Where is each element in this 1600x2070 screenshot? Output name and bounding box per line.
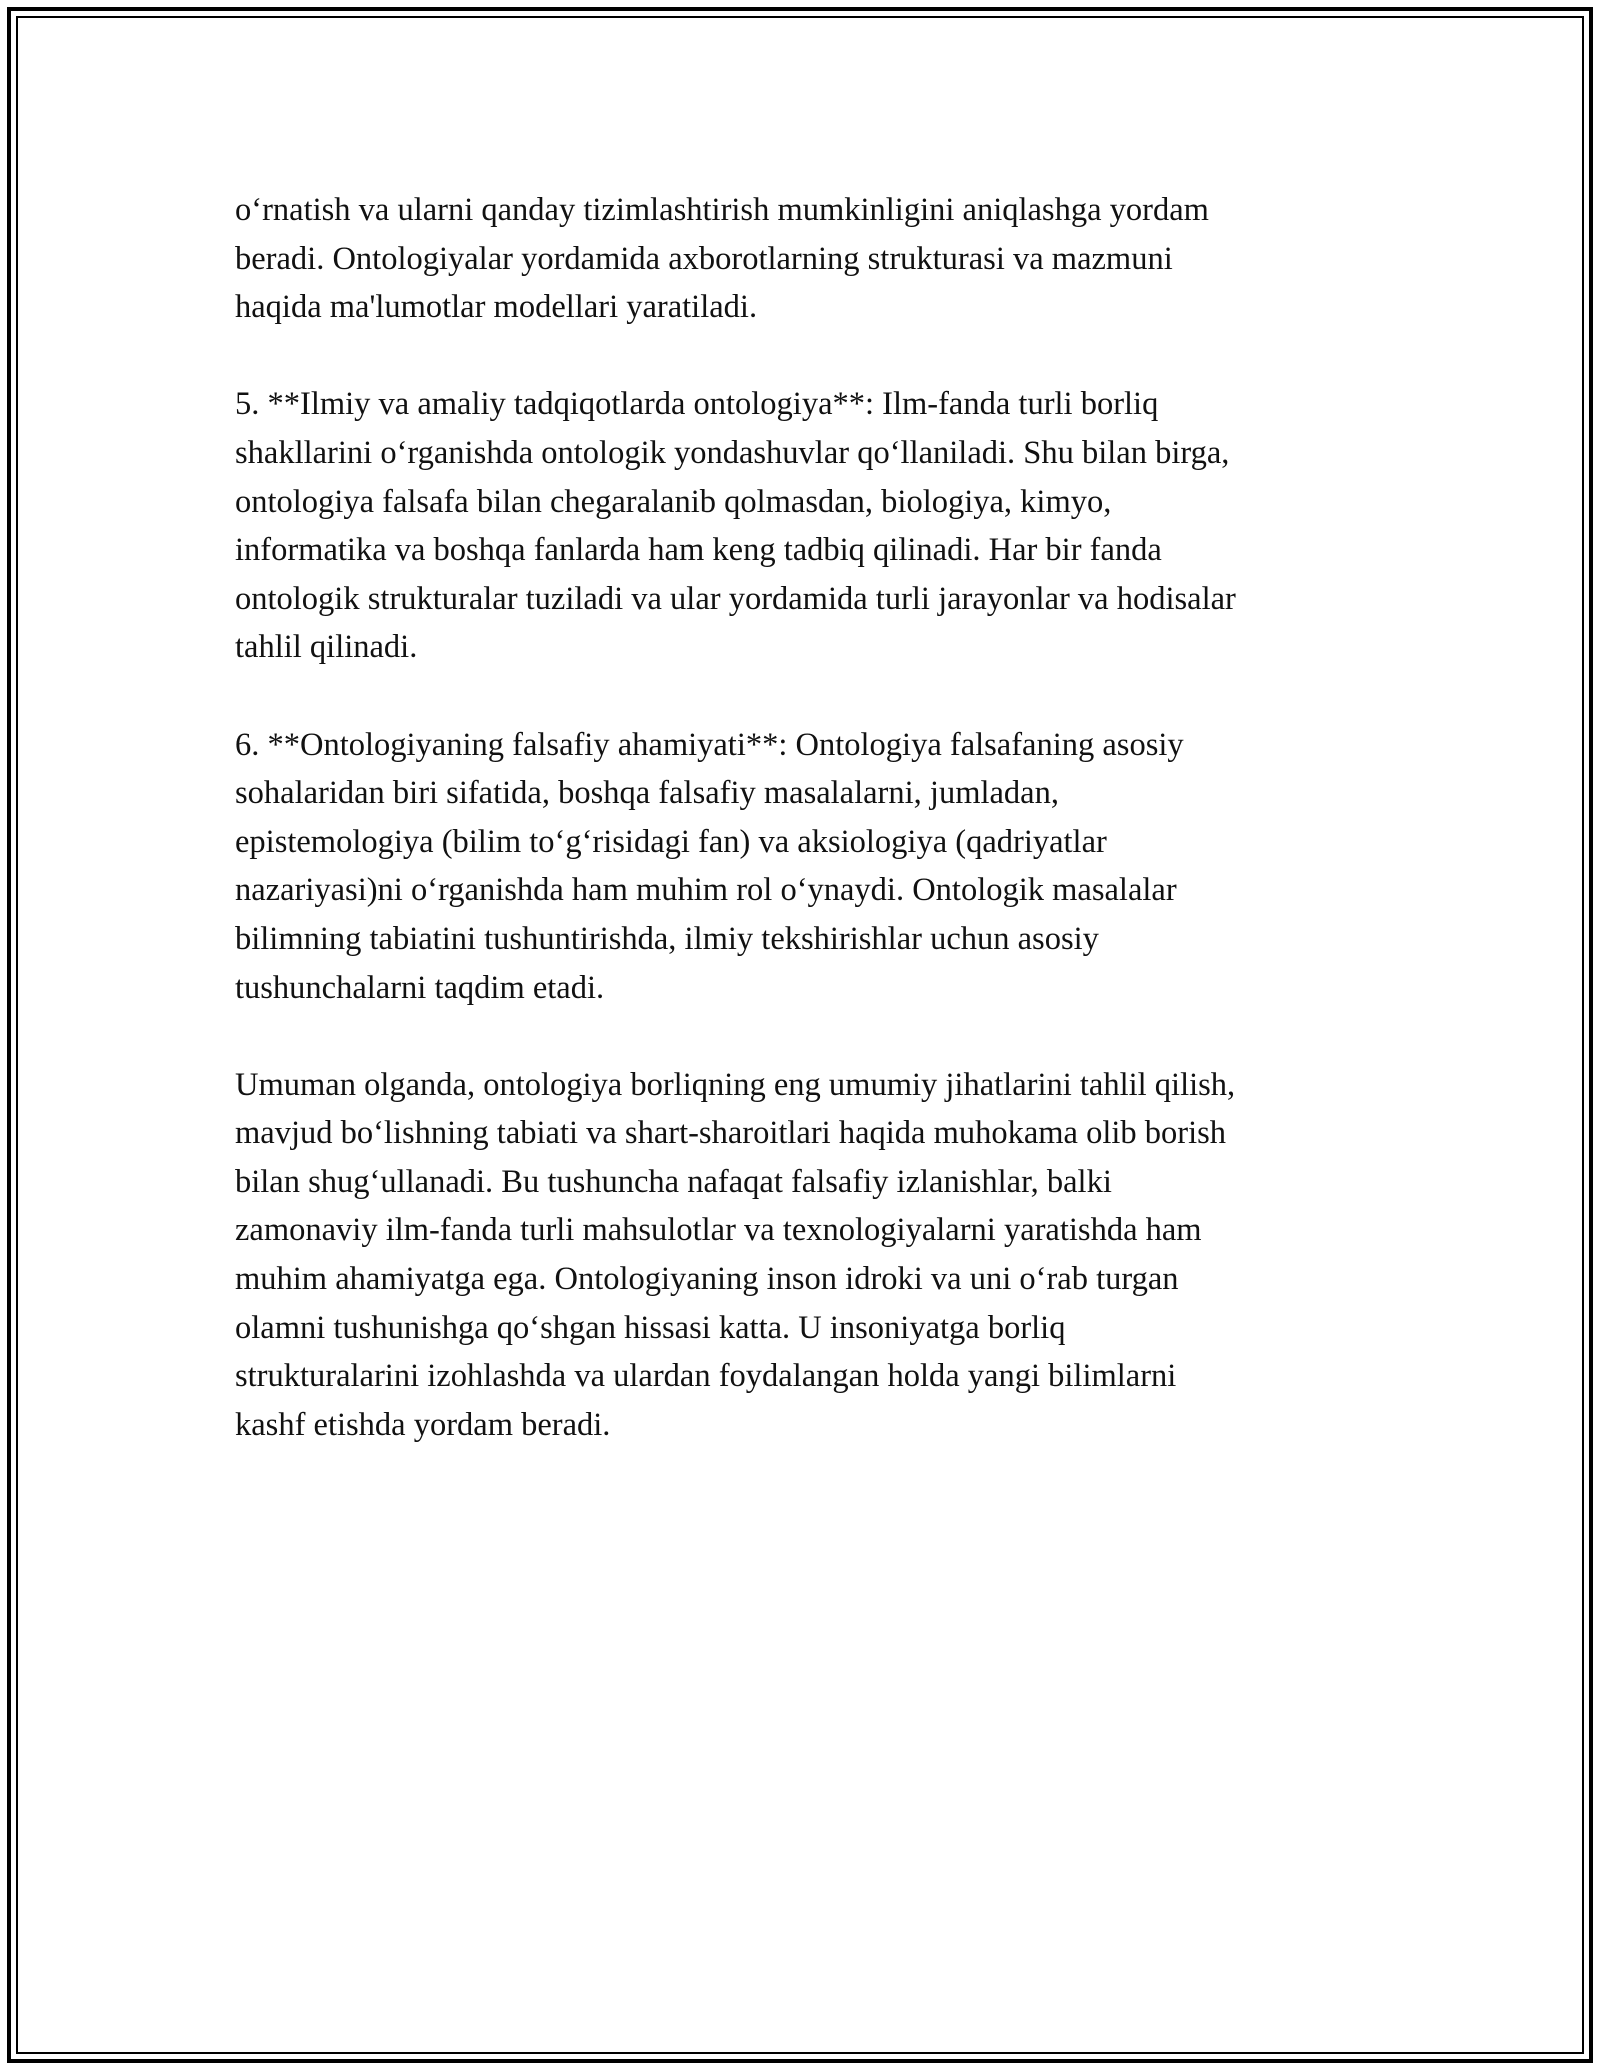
text-line: shakllarini o‘rganishda ontologik yondashuvlar qo‘llaniladi. Shu bilan birga, — [235, 434, 1230, 471]
paragraph-item-6 — [235, 721, 1375, 1013]
text-line: informatika va boshqa fanlarda ham keng tadbiq qilinadi. Har bir fanda — [235, 532, 1162, 569]
document-body — [235, 186, 1375, 1449]
text-line: bilimning tabiatini tushuntirishda, ilmiy tekshirishlar uchun asosiy — [235, 920, 1099, 957]
text-line: olamni tushunishga qo‘shgan hissasi katta. U insoniyatga borliq — [235, 1309, 1066, 1346]
text-line: zamonaviy ilm-fanda turli mahsulotlar va texnologiyalarni yaratishda ham — [235, 1212, 1202, 1249]
text-line: Umuman olganda, ontologiya borliqning eng umumiy jihatlarini tahlil qilish, — [235, 1066, 1236, 1103]
paragraph-item-5 — [235, 380, 1375, 672]
text-line: 6. **Ontologiyaning falsafiy ahamiyati**: Ontologiya falsafaning asosiy — [235, 726, 1184, 763]
text-line: ontologiya falsafa bilan chegaralanib qolmasdan, biologiya, kimyo, — [235, 483, 1112, 520]
paragraph-spacer — [235, 332, 1375, 381]
text-line: bilan shug‘ullanadi. Bu tushuncha nafaqat falsafiy izlanishlar, balki — [235, 1163, 1112, 1200]
text-line: beradi. Ontologiyalar yordamida axborotlarning strukturasi va mazmuni — [235, 240, 1173, 277]
paragraph-spacer — [235, 672, 1375, 721]
text-line: o‘rnatish va ularni qanday tizimlashtirish mumkinligini aniqlashga yordam — [235, 192, 1209, 228]
text-line: sohalaridan biri sifatida, boshqa falsafiy masalalarni, jumladan, — [235, 775, 1059, 812]
paragraph-conclusion — [235, 1061, 1375, 1450]
text-line: epistemologiya (bilim to‘g‘risidagi fan) va aksiologiya (qadriyatlar — [235, 823, 1107, 860]
text-line: kashf etishda yordam beradi. — [235, 1406, 611, 1443]
text-line: mavjud bo‘lishning tabiati va shart-sharoitlari haqida muhokama olib borish — [235, 1115, 1227, 1152]
text-line: haqida ma'lumotlar modellari yaratiladi. — [235, 289, 758, 326]
text-line: nazariyasi)ni o‘rganishda ham muhim rol o‘ynaydi. Ontologik masalalar — [235, 872, 1177, 909]
text-line: ontologik strukturalar tuziladi va ular yordamida turli jarayonlar va hodisalar — [235, 580, 1236, 617]
paragraph-intro-continuation — [235, 186, 1375, 332]
text-line: tushunchalarni taqdim etadi. — [235, 969, 605, 1006]
text-line: 5. **Ilmiy va amaliy tadqiqotlarda ontologiya**: Ilm-fanda turli borliq — [235, 386, 1159, 423]
text-line: strukturalarini izohlashda va ulardan foydalangan holda yangi bilimlarni — [235, 1358, 1177, 1395]
text-line: muhim ahamiyatga ega. Ontologiyaning inson idroki va uni o‘rab turgan — [235, 1261, 1179, 1298]
text-line: tahlil qilinadi. — [235, 629, 418, 666]
paragraph-spacer — [235, 1012, 1375, 1061]
